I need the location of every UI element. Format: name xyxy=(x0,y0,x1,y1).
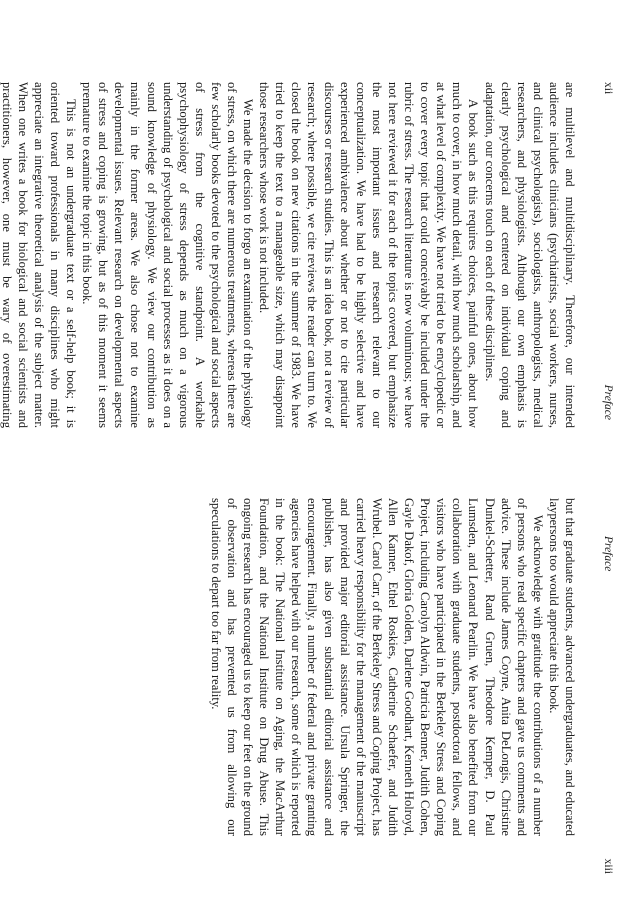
right-page xyxy=(0,454,638,908)
running-head-right xyxy=(600,536,614,874)
paragraph: We acknowledge with gratitude the contributions of a number of persons who read specific chapters and gave us comments and advice. These include James Coyne, Anita DeLongis, Christine Dunkel-Schetter, Rand Gruen, Theodore Kemper, D. Paul Lumsden, and Leonard Pearlin. We have also benefited from our collaboration with graduate students, postdoctoral fellows, and visitors who have participated in the Berkeley Stress and Coping Project, including Carolyn Aldwin, Patricia Benner, Judith Cohen, Gayle Dakof, Gloria Golden, Darlene Goodhart, Kenneth Holroyd, Allen Kanner, Ethel Roskies, Catherine Schaefer, and Judith Wrubel. Carol Carr, of the Berkeley Stress and Coping Project, has carried heavy responsibility for the management of the manuscript and provided major editorial assistance. Ursula Springer, the publisher, has also given substantial editorial assistance and encouragement. Finally, a number of federal and private granting agencies have helped with our research, some of which is reported in the book: The National Institute on Aging, the MacArthur Foundation, and the National Institute on Drug Abuse. This ongoing research has encouraged us to keep our feet on the ground of observation and has prevented us from allowing our speculations to depart too far from reality. xyxy=(208,498,545,836)
paragraph: This is not an undergraduate text or a self-help book; it is oriented toward professionals in many disciplines who might appreciate an integrative theoretical analysis of the subject matter. When one writes a book for biological and social scientists and practitioners, however, one must be wary of overestimating xyxy=(0,82,79,428)
paragraph: We made the decision to forgo an examination of the physiology of stress, on which there are numerous treatments, whereas there are few scholarly books devoted to the psychological and social aspects of stress from the cognitive standpoint. A workable psychophysiology of stress depends as much on a vigorous understanding of psychological and social processes as it does on a sound knowledge of physiology. We view our contribution as mainly in the former areas. We also chose not to examine developmental issues. Relevant research on developmental aspects of stress and coping is growing, but as of this moment it seems premature to examine the topic in this book. xyxy=(80,82,256,428)
left-page-text xyxy=(0,82,578,428)
paragraph: A book such as this requires choices, painful ones, about how much to cover, in how much detail, with how much scholarship, and at what level of complexity. We have not tried to be encyclopedic or to cover every topic that could conceivably be included under the rubric of stress. The research literature is now voluminous; we have not here reviewed it for each of the topics covered, but emphasize the most important issues and research relevant to our conceptualization. We have had to be highly selective and have experienced ambivalence about whether or not to cite particular discourses or research studies. This is an idea book, not a review of research; where possible, we cite reviews the reader can turn to. We closed the book on new citations in the summer of 1983. We have tried to keep the text to a manageable size, which may disappoint those researchers whose work is not included. xyxy=(257,82,481,428)
paragraph: but that graduate students, advanced undergraduates, and educated laypersons too would appreciate this book. xyxy=(546,498,577,836)
page-number: xii xyxy=(602,82,614,95)
running-title: Preface xyxy=(602,384,614,420)
page-number: xiii xyxy=(602,858,614,874)
right-page-text xyxy=(208,498,578,836)
running-title: Preface xyxy=(602,536,614,572)
paragraph: are multilevel and multidisciplinary. Therefore, our intended audience includes clinicians (psychiatrists, social workers, nurses, and clinical psychologists), sociologists, anthropologists, medical researchers, and physiologists. Although our own emphasis is clearly psychological and centered on individual coping and adaptation, our concerns touch on each of these disciplines. xyxy=(482,82,577,428)
running-head-left xyxy=(600,82,614,420)
